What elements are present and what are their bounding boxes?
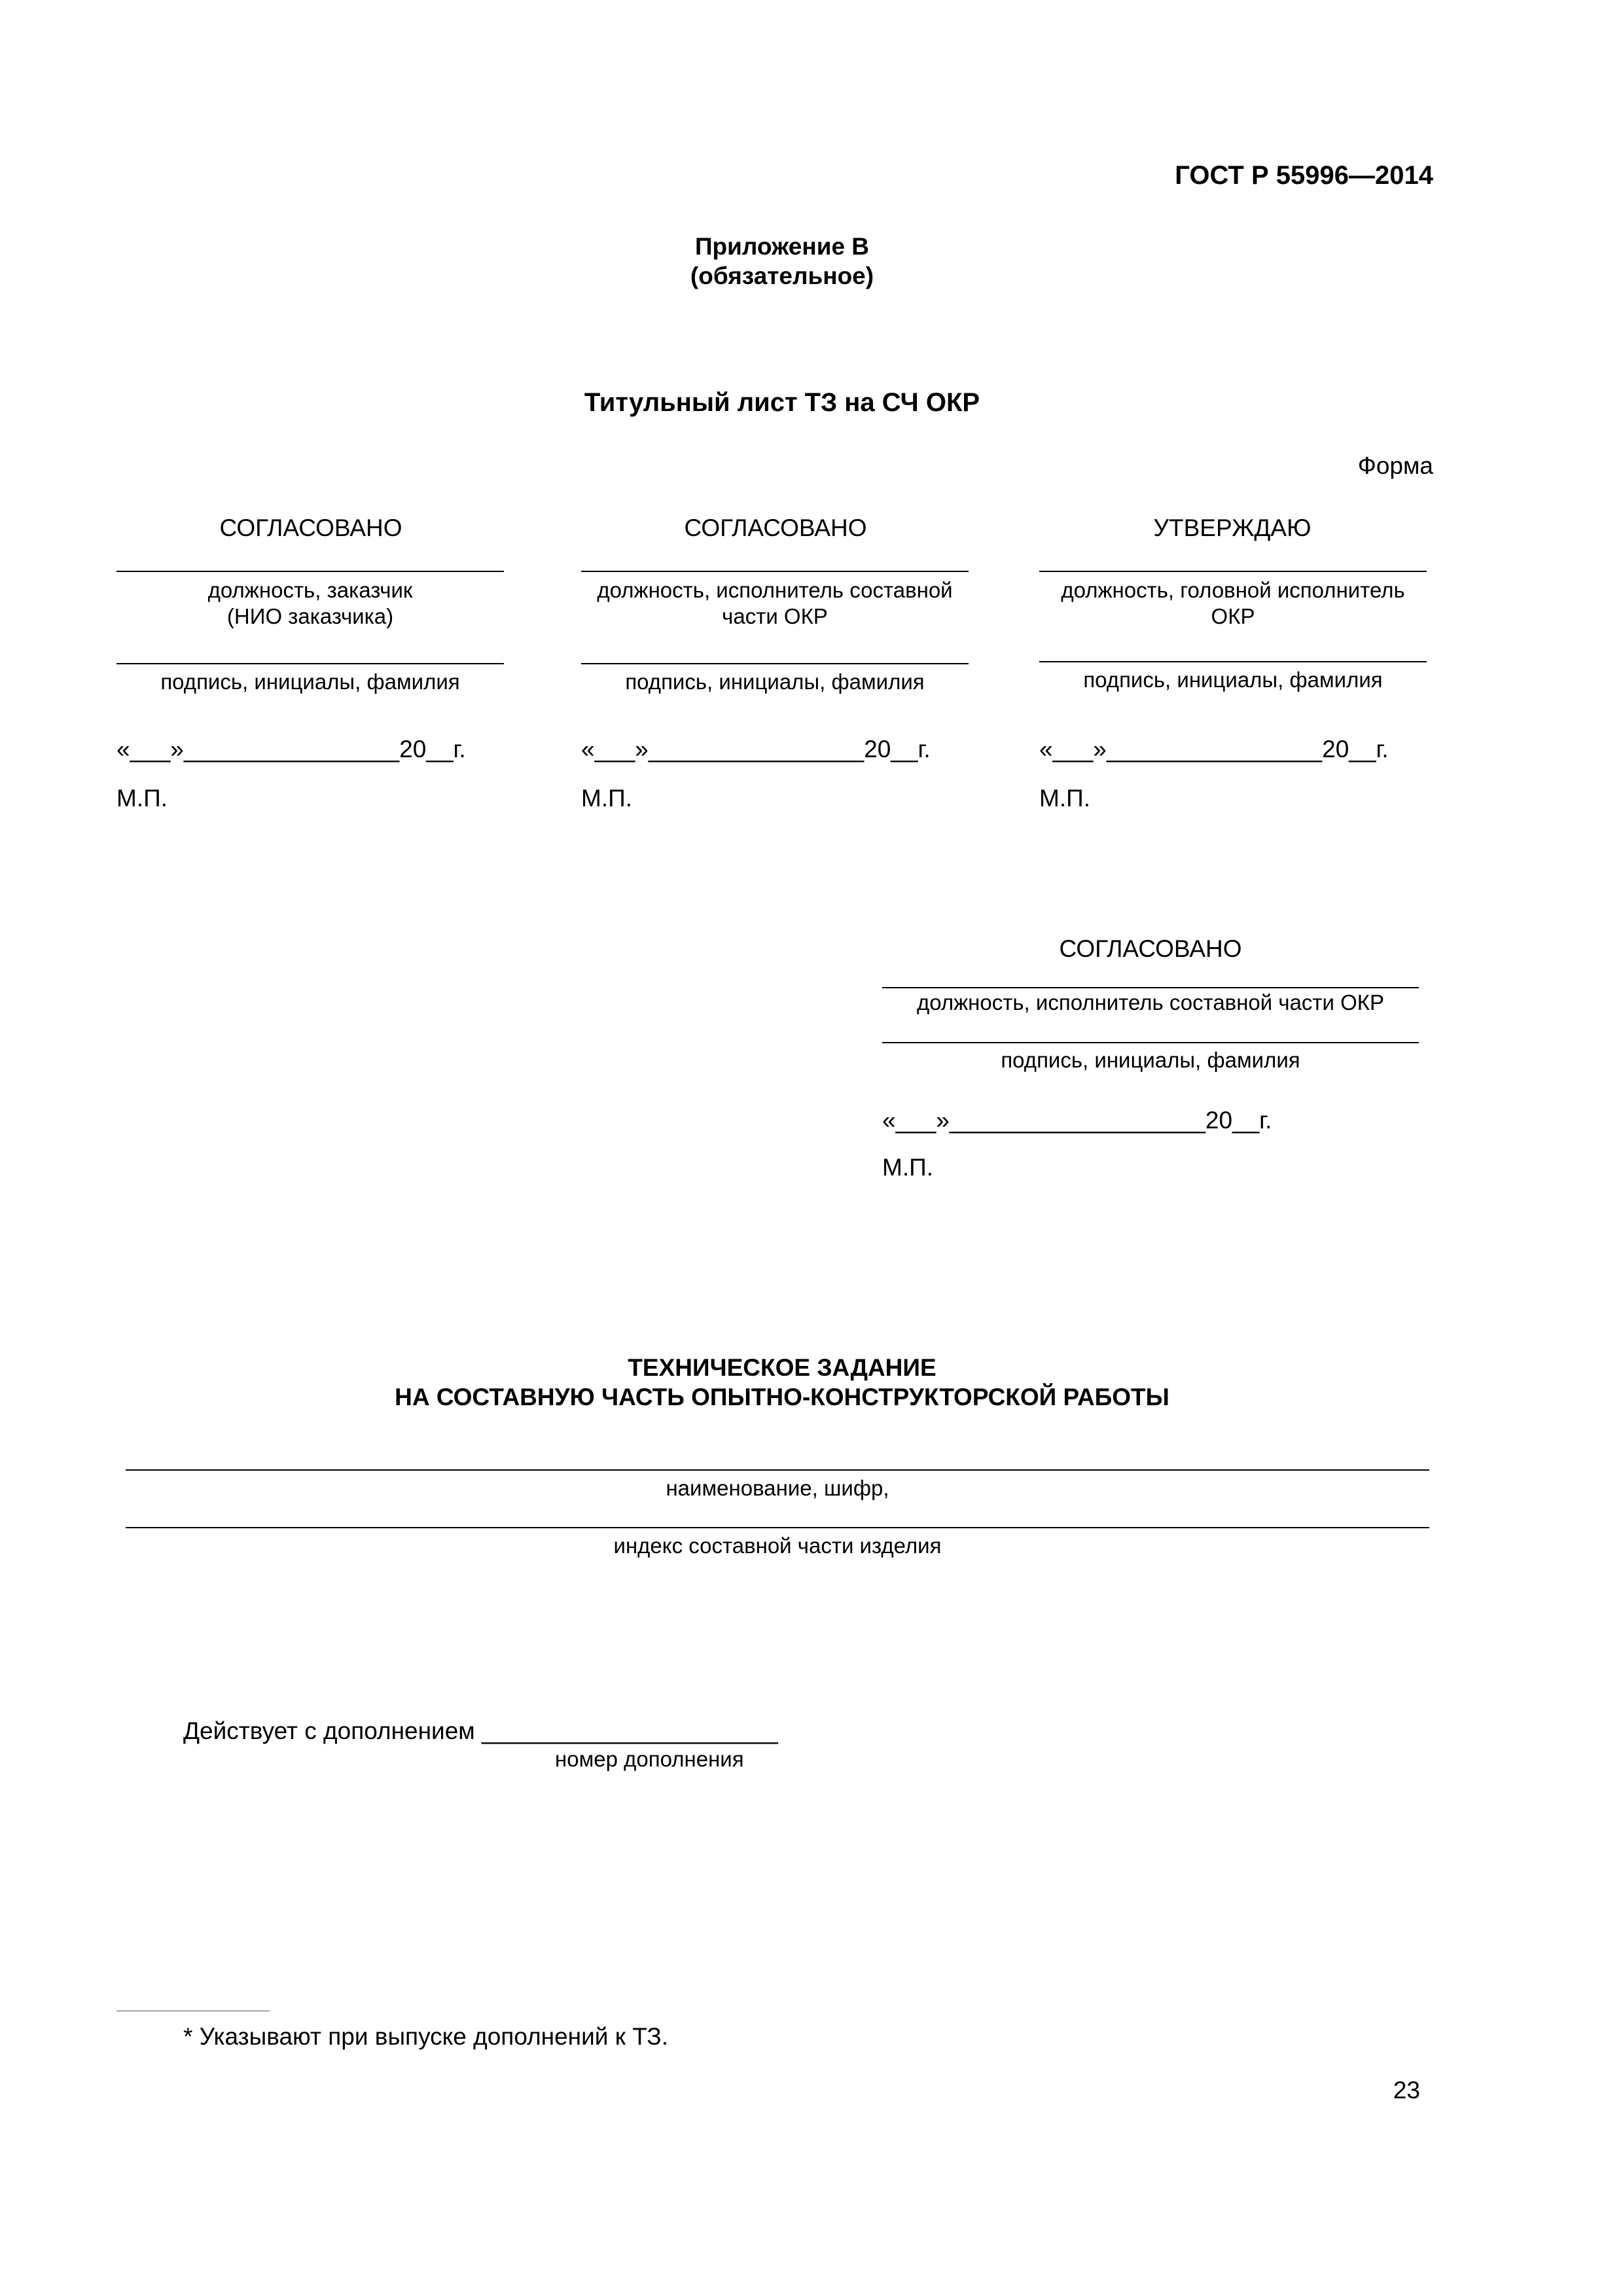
- position-caption-2: (НИО заказчика): [226, 604, 394, 628]
- supplement-label: [183, 1717, 778, 1746]
- footnote: * Указывают при выпуске дополнений к ТЗ.: [183, 2023, 669, 2050]
- stamp-label: М.П.: [1039, 785, 1090, 812]
- supplement-blank: ______________________: [482, 1717, 778, 1744]
- page-title: Титульный лист ТЗ на СЧ ОКР: [584, 388, 980, 417]
- signature-line: [581, 663, 969, 664]
- appendix-status: (обязательное): [690, 262, 874, 289]
- form-label: Форма: [1357, 452, 1433, 479]
- signature-line: [116, 663, 504, 664]
- position-caption: должность, заказчик: [207, 578, 413, 602]
- supplement-text: Действует с дополнением: [183, 1717, 475, 1744]
- page-number: 23: [1393, 2077, 1420, 2104]
- block-heading: СОГЛАСОВАНО: [219, 514, 402, 541]
- date-field: «___»________________20__г.: [1039, 736, 1389, 762]
- position-caption: должность, исполнитель составной части ОКР: [916, 990, 1385, 1014]
- signature-line: [882, 1042, 1419, 1043]
- standard-number: ГОСТ Р 55996—2014: [1175, 161, 1433, 190]
- date-field: «___»________________20__г.: [581, 736, 931, 762]
- signature-caption: подпись, инициалы, фамилия: [625, 670, 925, 694]
- stamp-label: М.П.: [581, 785, 632, 812]
- position-caption-2: ОКР: [1211, 604, 1255, 628]
- date-field: «___»________________20__г.: [116, 736, 466, 762]
- date-field: «___»___________________20__г.: [882, 1107, 1272, 1134]
- position-line: [581, 571, 969, 572]
- position-caption: должность, исполнитель составной: [597, 578, 953, 602]
- appendix-label: Приложение В: [694, 233, 870, 260]
- block-heading: СОГЛАСОВАНО: [1059, 935, 1242, 962]
- name-line: [126, 1469, 1429, 1471]
- name-caption: наименование, шифр,: [666, 1476, 889, 1500]
- signature-caption: подпись, инициалы, фамилия: [1083, 668, 1383, 692]
- block-heading: СОГЛАСОВАНО: [684, 514, 867, 541]
- supplement-caption: номер дополнения: [555, 1747, 744, 1771]
- signature-line: [1039, 661, 1427, 662]
- document-title-line1: ТЕХНИЧЕСКОЕ ЗАДАНИЕ: [628, 1354, 936, 1381]
- position-caption-2: части ОКР: [722, 604, 828, 628]
- signature-caption: подпись, инициалы, фамилия: [1001, 1048, 1300, 1072]
- stamp-label: М.П.: [882, 1154, 933, 1181]
- position-caption: должность, головной исполнитель: [1061, 578, 1405, 602]
- index-caption: индекс составной части изделия: [613, 1534, 942, 1558]
- stamp-label: М.П.: [116, 785, 168, 812]
- index-line: [126, 1527, 1429, 1528]
- block-heading: УТВЕРЖДАЮ: [1153, 514, 1311, 541]
- signature-caption: подпись, инициалы, фамилия: [160, 670, 460, 694]
- position-line: [116, 571, 504, 572]
- document-title-line2: НА СОСТАВНУЮ ЧАСТЬ ОПЫТНО-КОНСТРУКТОРСКОЙ РАБОТЫ: [395, 1384, 1169, 1410]
- position-line: [1039, 571, 1427, 572]
- position-line: [882, 987, 1419, 988]
